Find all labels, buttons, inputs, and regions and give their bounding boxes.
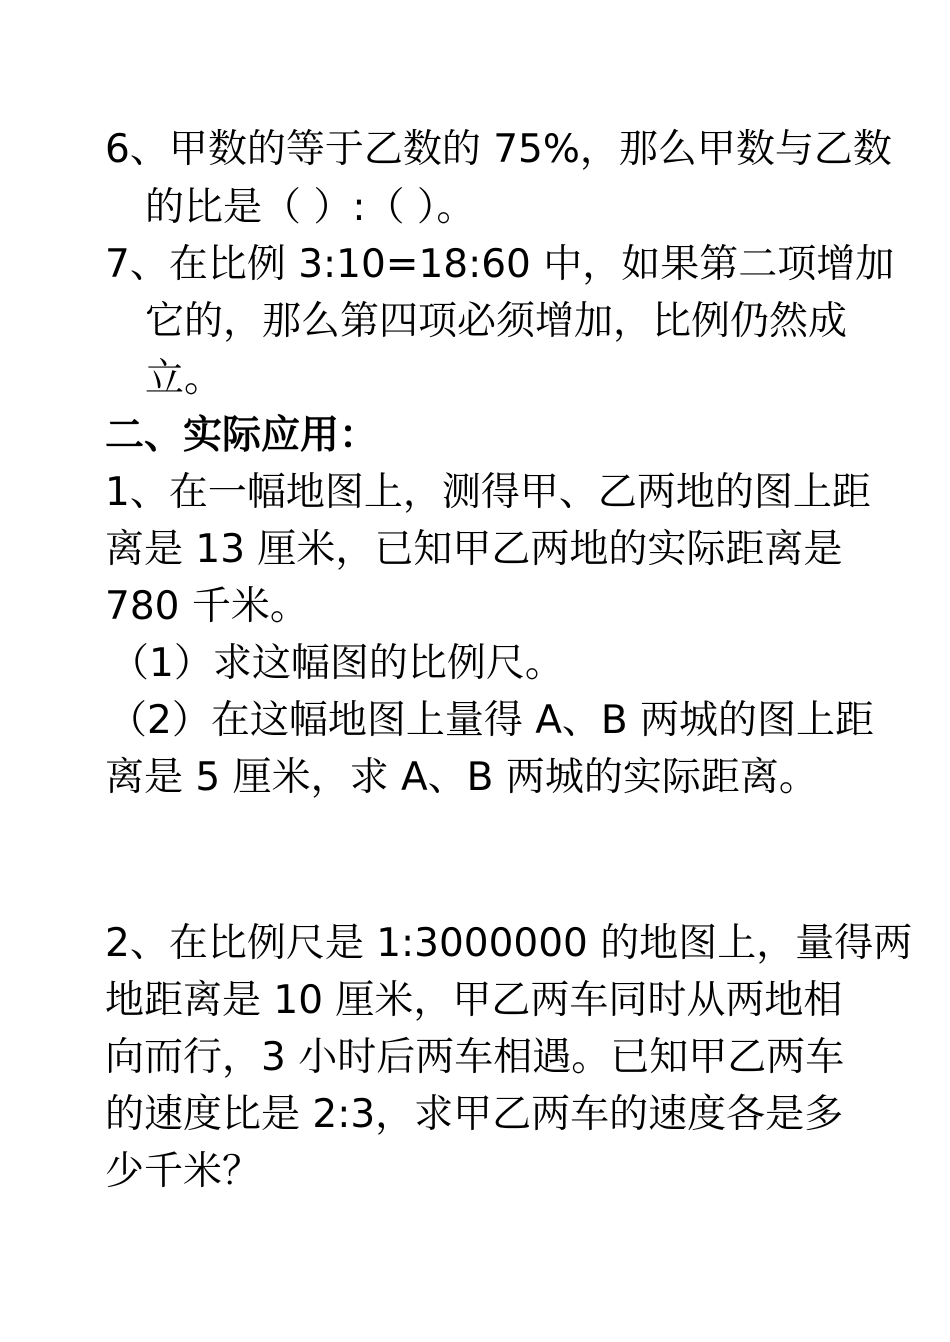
problem-1-line-3: 780 千米。	[105, 584, 309, 629]
question-6-line-2: 的比是（ ）:（ ）。	[145, 185, 476, 230]
question-7-line-1: 7、在比例 3:10=18:60 中，如果第二项增加	[105, 242, 895, 287]
problem-1-line-2: 离是 13 厘米，已知甲乙两地的实际距离是	[105, 527, 843, 572]
problem-2-line-3: 向而行，3 小时后两车相遇。已知甲乙两车	[105, 1035, 845, 1080]
problem-2-line-5: 少千米？	[105, 1149, 262, 1194]
problem-2-line-4: 的速度比是 2:3，求甲乙两车的速度各是多	[105, 1092, 844, 1137]
section-heading: 二、实际应用：	[105, 413, 379, 458]
problem-1-line-1: 1、在一幅地图上，测得甲、乙两地的图上距	[105, 470, 871, 515]
problem-1-subquestion-2-line-2: 离是 5 厘米，求 A、B 两城的实际距离。	[105, 755, 818, 800]
problem-2-line-1: 2、在比例尺是 1:3000000 的地图上，量得两	[105, 921, 913, 966]
problem-1-subquestion-1: （1）求这幅图的比例尺。	[110, 641, 564, 686]
question-7-line-3: 立。	[145, 356, 224, 401]
question-6-line-1: 6、甲数的等于乙数的 75%，那么甲数与乙数	[105, 127, 892, 172]
problem-2-line-2: 地距离是 10 厘米，甲乙两车同时从两地相	[105, 978, 843, 1023]
problem-1-subquestion-2-line-1: （2）在这幅地图上量得 A、B 两城的图上距	[108, 698, 875, 743]
question-7-line-2: 它的，那么第四项必须增加，比例仍然成	[145, 299, 848, 344]
